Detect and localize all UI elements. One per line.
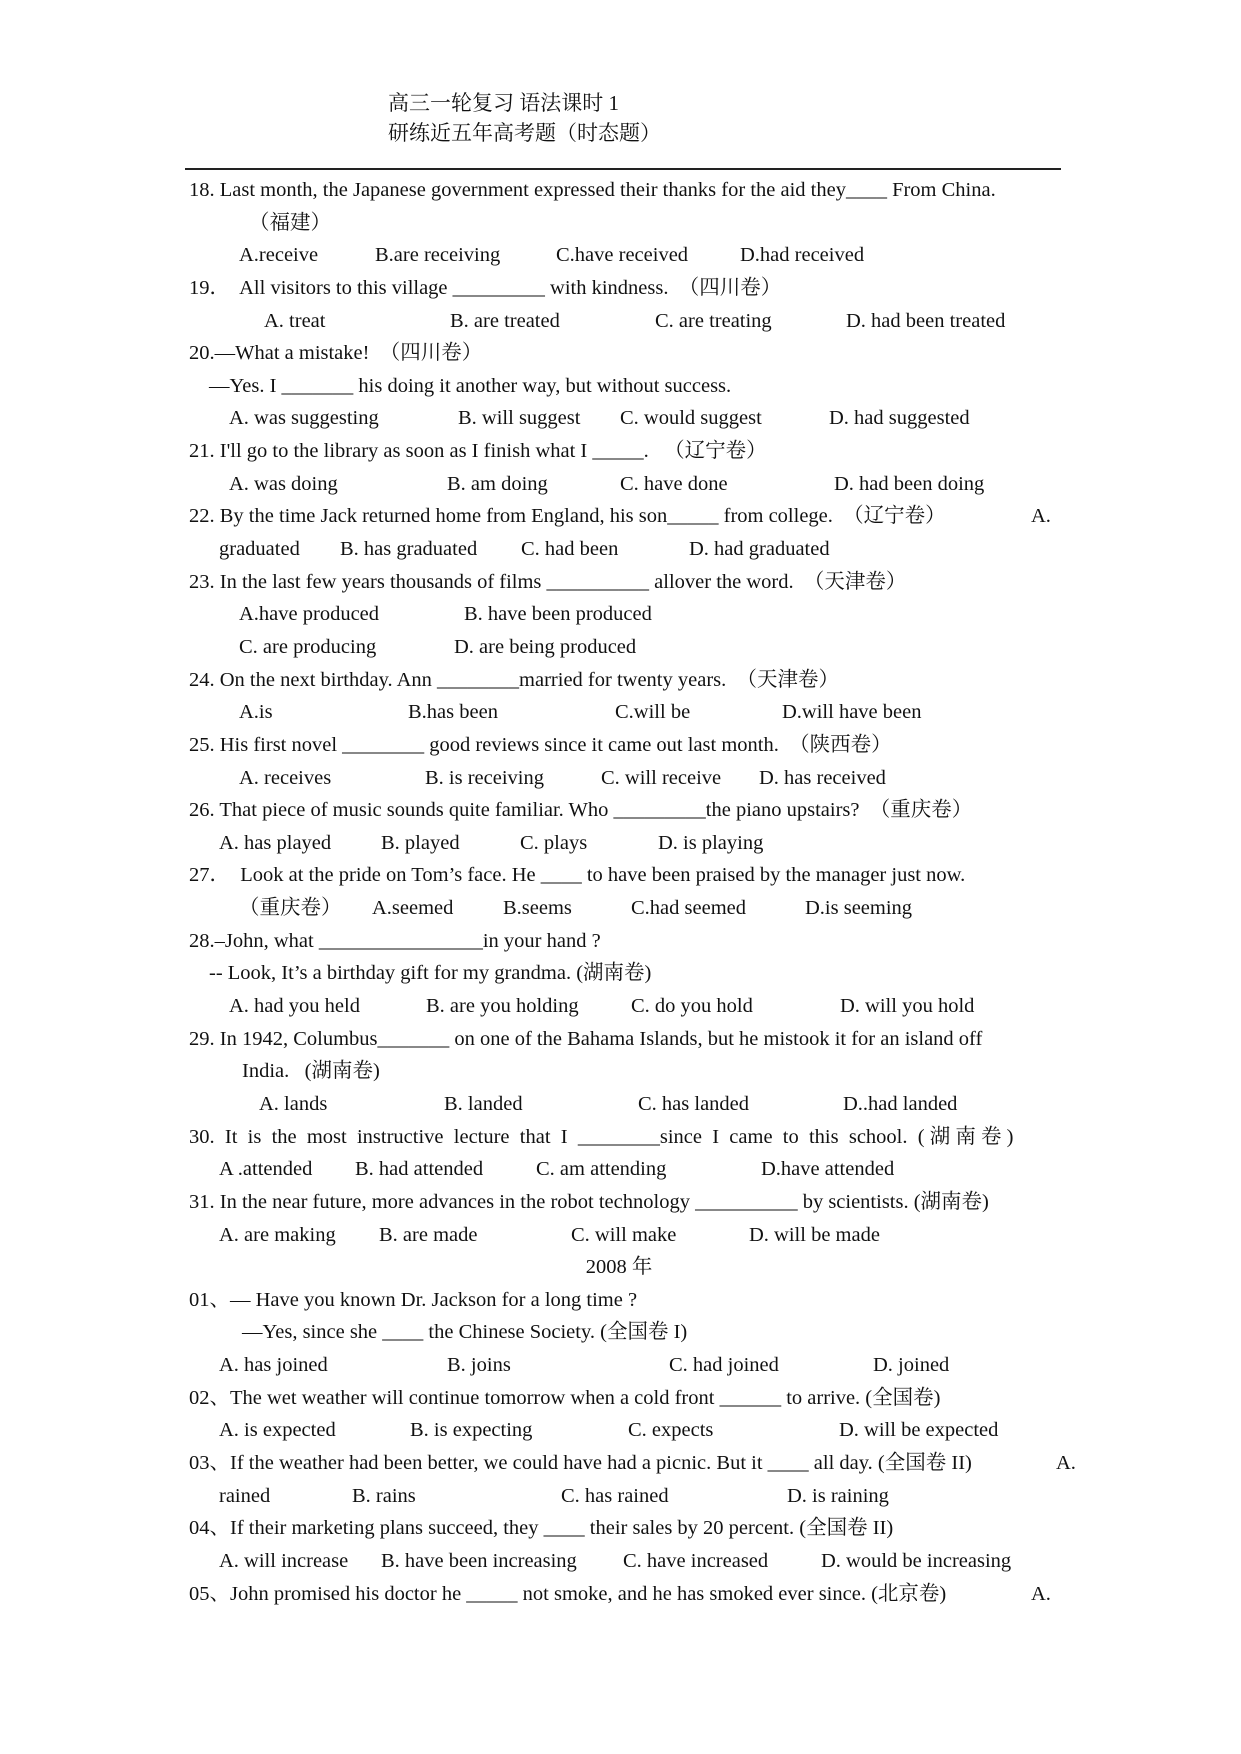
line-segment: D..had landed	[843, 1092, 958, 1115]
text-line	[189, 272, 1069, 305]
text-line	[189, 305, 1069, 338]
line-segment: B. had attended	[355, 1158, 484, 1181]
line-segment: -- Look, It’s a birthday gift for my grandma. (湖南卷)	[209, 962, 652, 985]
line-segment: D. had suggested	[829, 407, 970, 430]
text-line	[189, 239, 1069, 272]
line-segment: 23. In the last few years thousands of films __________ allover the word. （天津卷）	[189, 570, 907, 593]
line-segment: B. have been produced	[464, 603, 652, 626]
line-segment: A .attended	[219, 1158, 313, 1181]
line-segment: 29. In 1942, Columbus_______ on one of the Bahama Islands, but he mistook it for an island off	[189, 1027, 983, 1050]
line-segment: C. are treating	[655, 309, 772, 332]
text-line	[189, 1284, 1069, 1317]
line-segment: 25. His first novel ________ good reviews since it came out last month. （陕西卷）	[189, 733, 892, 756]
line-segment: C. are producing	[239, 635, 377, 658]
line-segment: C. had been	[521, 538, 619, 561]
text-line	[189, 1349, 1069, 1382]
line-segment: D. is raining	[787, 1484, 889, 1507]
line-segment: 20.—What a mistake! （四川卷）	[189, 342, 483, 365]
line-segment: 05、John promised his doctor he _____ not smoke, and he has smoked ever since. (北京卷)	[189, 1582, 947, 1605]
text-line	[189, 729, 1069, 762]
line-segment: A.	[1031, 505, 1051, 528]
text-line	[189, 1186, 1069, 1219]
line-segment: B. is expecting	[410, 1419, 533, 1442]
text-line	[189, 664, 1069, 697]
text-line	[189, 468, 1069, 501]
line-segment: D. had been treated	[846, 309, 1006, 332]
line-segment: C. am attending	[536, 1158, 667, 1181]
line-segment: C. has landed	[638, 1092, 750, 1115]
line-segment: A.is	[239, 701, 273, 724]
page-header	[388, 88, 661, 148]
text-line	[189, 174, 1069, 207]
line-segment: 02、The wet weather will continue tomorrow when a cold front ______ to arrive. (全国卷)	[189, 1386, 941, 1409]
line-segment: D. is playing	[658, 831, 764, 854]
line-segment: B.seems	[503, 897, 572, 920]
line-segment: A. was suggesting	[229, 407, 379, 430]
line-segment: 22. By the time Jack returned home from England, his son_____ from college. （辽宁卷）	[189, 505, 946, 528]
text-line	[189, 435, 1069, 468]
line-segment: D.have attended	[761, 1158, 895, 1181]
line-segment: C. will make	[571, 1223, 677, 1246]
line-segment: （重庆卷）	[239, 897, 342, 920]
line-segment: B. joins	[447, 1354, 511, 1377]
line-segment: A.	[1056, 1451, 1076, 1474]
line-segment: B. is receiving	[425, 766, 544, 789]
line-segment: 31. In the near future, more advances in the robot technology __________ by scientists. (湖南卷)	[189, 1190, 989, 1213]
line-segment: 03、If the weather had been better, we could have had a picnic. But it ____ all day. (全国卷 II)	[189, 1451, 972, 1474]
line-segment: C.will be	[615, 701, 691, 724]
line-segment: A. lands	[259, 1092, 328, 1115]
text-line	[189, 1382, 1069, 1415]
text-line	[189, 1121, 1069, 1154]
line-segment: —Yes. I _______ his doing it another way, but without success.	[209, 374, 732, 397]
line-segment: D. are being produced	[454, 635, 637, 658]
line-segment: D.is seeming	[805, 897, 913, 920]
text-line	[189, 762, 1069, 795]
text-line	[189, 1219, 1069, 1252]
line-segment: B.has been	[408, 701, 498, 724]
text-line	[189, 370, 1069, 403]
text-line	[189, 207, 1069, 240]
text-line	[189, 794, 1069, 827]
question-list	[189, 174, 1076, 1610]
line-segment: 19． All visitors to this village _________ with kindness. （四川卷）	[189, 276, 782, 299]
text-line	[189, 566, 1069, 599]
text-line	[189, 1316, 1069, 1349]
line-segment: A.have produced	[239, 603, 380, 626]
line-segment: A. had you held	[229, 995, 360, 1018]
text-line	[189, 990, 1069, 1023]
text-line	[189, 1447, 1076, 1480]
line-segment: C. expects	[628, 1419, 714, 1442]
line-segment: D. joined	[873, 1354, 950, 1377]
header-divider	[185, 168, 1061, 170]
text-line	[189, 859, 1069, 892]
document-title: 高三一轮复习 语法课时 1	[388, 91, 619, 115]
text-line	[189, 631, 1069, 664]
line-segment: A. receives	[239, 766, 332, 789]
line-segment: A.receive	[239, 244, 319, 267]
line-segment: 21. I'll go to the library as soon as I finish what I _____. （辽宁卷）	[189, 440, 767, 463]
text-line	[189, 402, 1069, 435]
line-segment: D.had received	[740, 244, 865, 267]
line-segment: B. rains	[352, 1484, 416, 1507]
line-segment: （福建）	[249, 211, 331, 234]
line-segment: A.seemed	[372, 897, 454, 920]
section-heading: 2008 年	[585, 1256, 653, 1279]
line-segment: graduated	[219, 538, 300, 561]
line-segment: C. plays	[520, 831, 588, 854]
text-line	[189, 598, 1069, 631]
line-segment: A. was doing	[229, 472, 338, 495]
text-line	[189, 1512, 1069, 1545]
line-segment: A. has played	[219, 831, 332, 854]
line-segment: D. had been doing	[834, 472, 985, 495]
line-segment: C. would suggest	[620, 407, 762, 430]
line-segment: 28.–John, what ________________in your hand ?	[189, 929, 601, 952]
line-segment: 24. On the next birthday. Ann ________married for twenty years. （天津卷）	[189, 668, 839, 691]
line-segment: C. has rained	[561, 1484, 669, 1507]
line-segment: India. (湖南卷)	[242, 1060, 380, 1083]
text-line	[189, 1153, 1069, 1186]
line-segment: C.had seemed	[631, 897, 746, 920]
line-segment: C. do you hold	[631, 995, 753, 1018]
line-segment: 01、— Have you known Dr. Jackson for a long time ?	[189, 1288, 638, 1311]
text-line	[189, 1023, 1069, 1056]
line-segment: 26. That piece of music sounds quite familiar. Who _________the piano upstairs? （重庆卷）	[189, 799, 973, 822]
text-line	[189, 892, 1069, 925]
line-segment: B. landed	[444, 1092, 523, 1115]
line-segment: —Yes, since she ____ the Chinese Society. (全国卷 I)	[242, 1321, 688, 1344]
line-segment: B. am doing	[447, 472, 548, 495]
line-segment: D. will you hold	[840, 995, 975, 1018]
text-line	[189, 1251, 1069, 1284]
line-segment: B. are treated	[450, 309, 560, 332]
line-segment: A. has joined	[219, 1354, 328, 1377]
text-line	[189, 1088, 1069, 1121]
line-segment: D. has received	[759, 766, 886, 789]
text-line	[189, 1480, 1069, 1513]
text-line	[189, 925, 1069, 958]
line-segment: 04、If their marketing plans succeed, they ____ their sales by 20 percent. (全国卷 II)	[189, 1517, 894, 1540]
line-segment: C. have done	[620, 472, 728, 495]
text-line	[189, 827, 1069, 860]
text-line	[189, 500, 1069, 533]
text-line	[189, 533, 1069, 566]
line-segment: B.are receiving	[375, 244, 501, 267]
text-line	[189, 1545, 1069, 1578]
document-subtitle: 研练近五年高考题（时态题）	[388, 121, 661, 145]
line-segment: D. had graduated	[689, 538, 830, 561]
line-segment: A. is expected	[219, 1419, 336, 1442]
line-segment: rained	[219, 1484, 271, 1507]
line-segment: A.	[1031, 1582, 1051, 1605]
line-segment: 27． Look at the pride on Tom’s face. He ____ to have been praised by the manager just now.	[189, 864, 966, 887]
line-segment: B. are made	[379, 1223, 478, 1246]
line-segment: D. would be increasing	[821, 1549, 1012, 1572]
line-segment: B. will suggest	[458, 407, 581, 430]
line-segment: C. will receive	[601, 766, 722, 789]
line-segment: B. has graduated	[340, 538, 478, 561]
line-segment: 18. Last month, the Japanese government expressed their thanks for the aid they____ From China.	[189, 179, 996, 201]
line-segment: C. had joined	[669, 1354, 779, 1377]
line-segment: 30. It is the most instructive lecture that I ________since I came to this school. ( 湖 南 卷 )	[189, 1125, 1014, 1148]
line-segment: A. are making	[219, 1223, 336, 1246]
text-line	[189, 1414, 1069, 1447]
line-segment: D. will be expected	[839, 1419, 999, 1442]
line-segment: C.have received	[556, 244, 689, 267]
line-segment: B. have been increasing	[381, 1549, 577, 1572]
line-segment: A. will increase	[219, 1549, 349, 1572]
text-line	[189, 1578, 1069, 1611]
line-segment: A. treat	[264, 309, 326, 332]
text-line	[189, 957, 1069, 990]
line-segment: B. are you holding	[426, 995, 579, 1018]
text-line	[189, 1055, 1069, 1088]
line-segment: D.will have been	[782, 701, 922, 724]
line-segment: D. will be made	[749, 1223, 880, 1246]
text-line	[189, 696, 1069, 729]
text-line	[189, 337, 1069, 370]
line-segment: B. played	[381, 831, 460, 854]
line-segment: C. have increased	[623, 1549, 769, 1572]
